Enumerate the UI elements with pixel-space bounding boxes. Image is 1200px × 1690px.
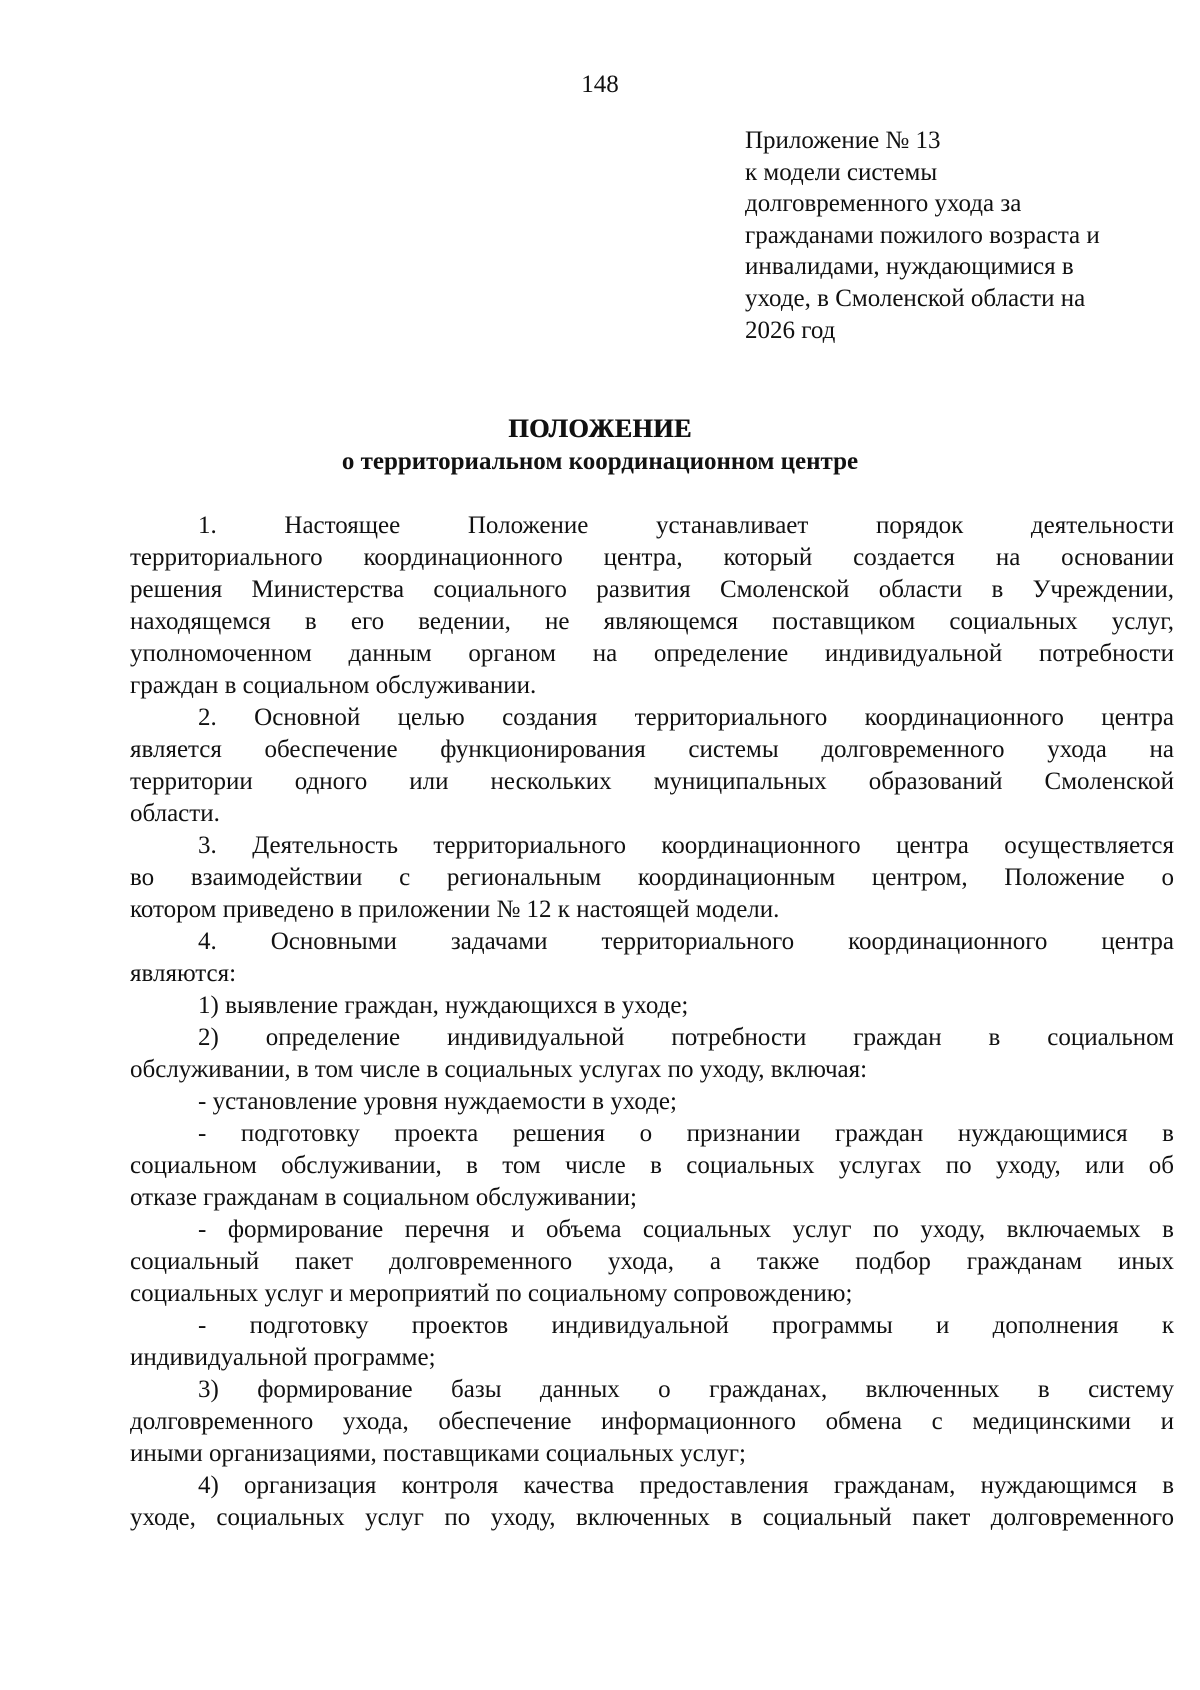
- body-line: решения Министерства социального развития Смоленской области в Учреждении,: [130, 576, 1174, 603]
- body-line: социальном обслуживании, в том числе в социальных услугах по уходу, или об: [130, 1152, 1174, 1179]
- body-line: котором приведено в приложении № 12 к настоящей модели.: [130, 896, 780, 923]
- body-line: - подготовку проекта решения о признании граждан нуждающимися в: [198, 1120, 1174, 1147]
- body-line: иными организациями, поставщиками социальных услуг;: [130, 1440, 746, 1467]
- body-line: 4. Основными задачами территориального координационного центра: [198, 928, 1174, 955]
- body-line: индивидуальной программе;: [130, 1344, 436, 1371]
- document-title: ПОЛОЖЕНИЕ: [508, 414, 692, 443]
- body-line: 1. Настоящее Положение устанавливает порядок деятельности: [198, 512, 1174, 539]
- body-line: 3) формирование базы данных о гражданах, включенных в систему: [198, 1376, 1174, 1403]
- appendix-note: [745, 125, 1175, 346]
- body-line: территориального координационного центра, который создается на основании: [130, 544, 1174, 571]
- body-line: граждан в социальном обслуживании.: [130, 672, 537, 699]
- document-body: [130, 510, 1174, 1534]
- appendix-line: долговременного ухода за: [745, 190, 1022, 218]
- body-line: находящемся в его ведении, не являющемся поставщиком социальных услуг,: [130, 608, 1174, 635]
- body-line: области.: [130, 800, 220, 827]
- body-line: социальный пакет долговременного ухода, а также подбор гражданам иных: [130, 1248, 1174, 1275]
- body-line: 1) выявление граждан, нуждающихся в уходе;: [198, 992, 689, 1019]
- page-number: 148: [581, 71, 619, 98]
- body-line: 2) определение индивидуальной потребности граждан в социальном: [198, 1024, 1174, 1051]
- body-line: уходе, социальных услуг по уходу, включенных в социальный пакет долговременного: [130, 1504, 1174, 1531]
- body-line: являются:: [130, 960, 237, 987]
- document-subtitle: о территориальном координационном центре: [341, 448, 859, 475]
- body-line: территории одного или нескольких муниципальных образований Смоленской: [130, 768, 1174, 795]
- body-line: - подготовку проектов индивидуальной программы и дополнения к: [198, 1312, 1174, 1339]
- appendix-line: к модели системы: [745, 158, 938, 186]
- body-line: 2. Основной целью создания территориального координационного центра: [198, 704, 1174, 731]
- body-line: - формирование перечня и объема социальных услуг по уходу, включаемых в: [198, 1216, 1174, 1243]
- body-line: социальных услуг и мероприятий по социальному сопровождению;: [130, 1280, 853, 1307]
- body-line: 4) организация контроля качества предоставления гражданам, нуждающимся в: [198, 1472, 1174, 1499]
- appendix-line: Приложение № 13: [745, 127, 941, 154]
- body-line: долговременного ухода, обеспечение информационного обмена с медицинскими и: [130, 1408, 1174, 1435]
- appendix-line: уходе, в Смоленской области на: [745, 284, 1086, 312]
- appendix-line: инвалидами, нуждающимися в: [745, 253, 1074, 281]
- body-line: - установление уровня нуждаемости в уходе;: [198, 1088, 677, 1115]
- body-line: является обеспечение функционирования системы долговременного ухода на: [130, 736, 1174, 763]
- body-line: отказе гражданам в социальном обслуживании;: [130, 1184, 638, 1211]
- body-line: во взаимодействии с региональным координационным центром, Положение о: [130, 864, 1174, 891]
- body-line: уполномоченном данным органом на определение индивидуальной потребности: [130, 640, 1174, 667]
- appendix-line: гражданами пожилого возраста и: [745, 221, 1100, 249]
- body-line: 3. Деятельность территориального координационного центра осуществляется: [198, 832, 1174, 859]
- appendix-line: 2026 год: [745, 316, 836, 344]
- body-line: обслуживании, в том числе в социальных услугах по уходу, включая:: [130, 1056, 868, 1083]
